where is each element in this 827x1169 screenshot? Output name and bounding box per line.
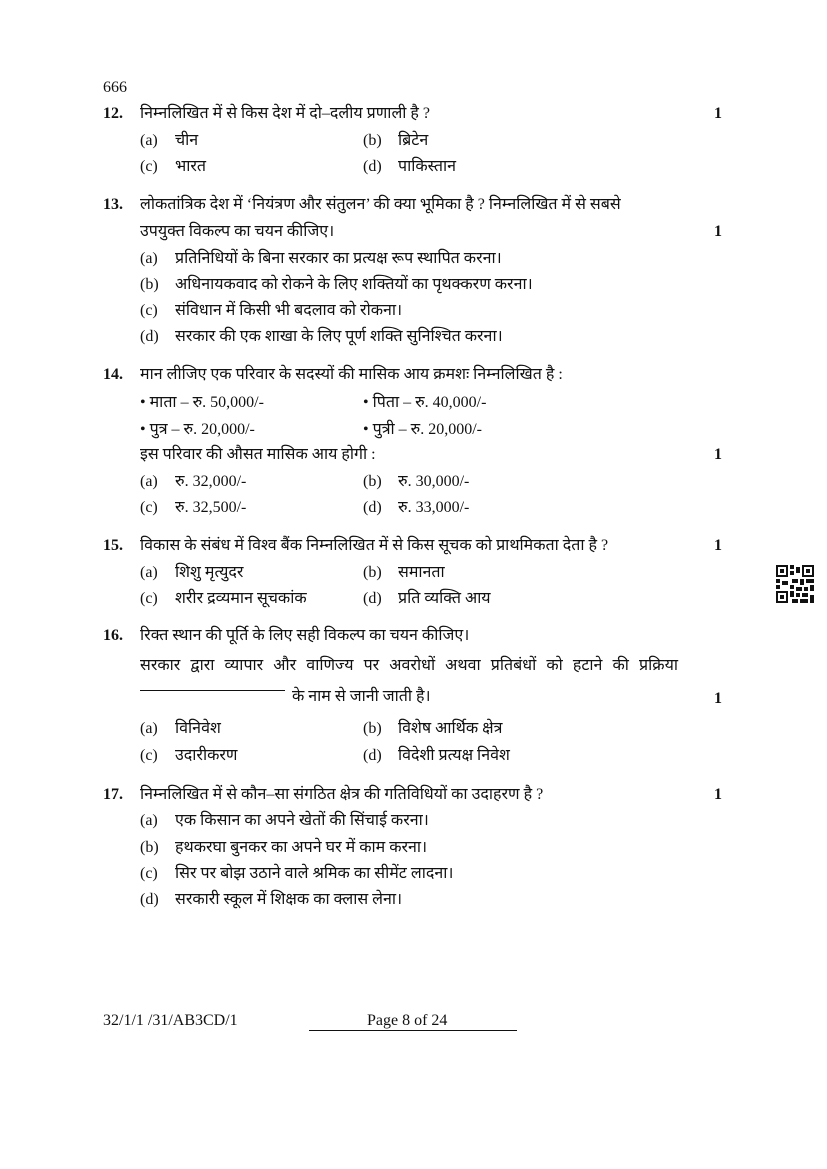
option-text: रु. 33,000/- [398, 499, 470, 516]
question-text: उपयुक्त विकल्प का चयन कीजिए। [140, 223, 335, 240]
option-label: (b) [140, 276, 159, 293]
option-label: (b) [363, 132, 382, 149]
question-text: निम्नलिखित में से किस देश में दो–दलीय प्रणाली है ? [140, 105, 431, 122]
option-text: अधिनायकवाद को रोकने के लिए शक्तियों का पृथक्करण करना। [175, 276, 533, 293]
footer-divider [309, 1030, 517, 1031]
marks: 1 [714, 223, 722, 240]
question-text: इस परिवार की औसत मासिक आय होगी : [140, 446, 376, 463]
marks: 1 [714, 690, 722, 707]
option-label: (b) [363, 720, 382, 737]
option-text: शरीर द्रव्यमान सूचकांक [175, 590, 307, 607]
question-number: 15. [103, 537, 123, 554]
option-label: (d) [140, 328, 159, 345]
question-text: रिक्त स्थान की पूर्ति के लिए सही विकल्प का चयन कीजिए। [140, 627, 470, 644]
option-label: (a) [140, 720, 158, 737]
option-text: ब्रिटेन [398, 132, 429, 149]
option-text: संविधान में किसी भी बदलाव को रोकना। [175, 302, 403, 319]
option-label: (b) [363, 473, 382, 490]
paper-code: 32/1/1 /31/AB3CD/1 [103, 1012, 238, 1029]
question-number: 16. [103, 627, 123, 644]
marks: 1 [714, 537, 722, 554]
option-label: (b) [140, 839, 159, 856]
option-label: (a) [140, 250, 158, 267]
option-label: (c) [140, 590, 158, 607]
option-label: (c) [140, 499, 158, 516]
fill-in-blank [140, 690, 285, 691]
income-item: • पुत्री – रु. 20,000/- [363, 421, 483, 438]
option-text: सिर पर बोझ उठाने वाले श्रमिक का सीमेंट लादना। [175, 865, 454, 882]
option-label: (d) [363, 158, 382, 175]
option-label: (d) [363, 747, 382, 764]
option-text: उदारीकरण [175, 747, 238, 764]
option-text: विदेशी प्रत्यक्ष निवेश [398, 747, 510, 764]
option-label: (d) [140, 891, 159, 908]
question-text: निम्नलिखित में से कौन–सा संगठित क्षेत्र की गतिविधियों का उदाहरण है ? [140, 786, 544, 803]
option-text: हथकरघा बुनकर का अपने घर में काम करना। [175, 839, 428, 856]
option-label: (c) [140, 747, 158, 764]
income-item: • पुत्र – रु. 20,000/- [140, 421, 255, 438]
option-label: (a) [140, 564, 158, 581]
question-number: 14. [103, 366, 123, 383]
question-number: 17. [103, 786, 123, 803]
option-text: सरकारी स्कूल में शिक्षक का क्लास लेना। [175, 891, 403, 908]
question-text: विकास के संबंध में विश्व बैंक निम्नलिखित में से किस सूचक को प्राथमिकता देता है ? [140, 537, 609, 554]
option-text: प्रति व्यक्ति आय [398, 590, 491, 607]
question-text: लोकतांत्रिक देश में ‘नियंत्रण और संतुलन’ की क्या भूमिका है ? निम्नलिखित में से सबसे [140, 196, 621, 213]
option-text: विनिवेश [175, 720, 221, 737]
option-label: (c) [140, 158, 158, 175]
option-text: विशेष आर्थिक क्षेत्र [398, 720, 503, 737]
option-text: प्रतिनिधियों के बिना सरकार का प्रत्यक्ष रूप स्थापित करना। [175, 250, 502, 267]
question-text: के नाम से जानी जाती है। [292, 688, 431, 705]
question-number: 13. [103, 196, 123, 213]
page-number: Page 8 of 24 [367, 1012, 448, 1029]
option-label: (a) [140, 473, 158, 490]
option-text: रु. 32,500/- [175, 499, 247, 516]
question-number: 12. [103, 105, 123, 122]
page-code: 666 [103, 79, 127, 96]
option-text: पाकिस्तान [398, 158, 457, 175]
option-text: चीन [175, 132, 199, 149]
income-item: • माता – रु. 50,000/- [140, 394, 264, 411]
option-text: एक किसान का अपने खेतों की सिंचाई करना। [175, 812, 429, 829]
marks: 1 [714, 105, 722, 122]
option-label: (a) [140, 812, 158, 829]
qr-code-icon [776, 565, 814, 603]
option-text: रु. 30,000/- [398, 473, 470, 490]
option-label: (c) [140, 302, 158, 319]
marks: 1 [714, 446, 722, 463]
option-text: शिशु मृत्युदर [175, 564, 244, 581]
option-label: (d) [363, 590, 382, 607]
option-label: (b) [363, 564, 382, 581]
income-item: • पिता – रु. 40,000/- [363, 394, 487, 411]
option-text: समानता [398, 564, 445, 581]
question-text: मान लीजिए एक परिवार के सदस्यों की मासिक आय क्रमशः निम्नलिखित है : [140, 366, 563, 383]
option-text: भारत [175, 158, 207, 175]
option-label: (a) [140, 132, 158, 149]
marks: 1 [714, 786, 722, 803]
option-text: रु. 32,000/- [175, 473, 247, 490]
question-text: सरकार द्वारा व्यापार और वाणिज्य पर अवरोधों अथवा प्रतिबंधों को हटाने की प्रक्रिया [140, 657, 678, 674]
option-text: सरकार की एक शाखा के लिए पूर्ण शक्ति सुनिश्चित करना। [175, 328, 503, 345]
option-label: (d) [363, 499, 382, 516]
option-label: (c) [140, 865, 158, 882]
